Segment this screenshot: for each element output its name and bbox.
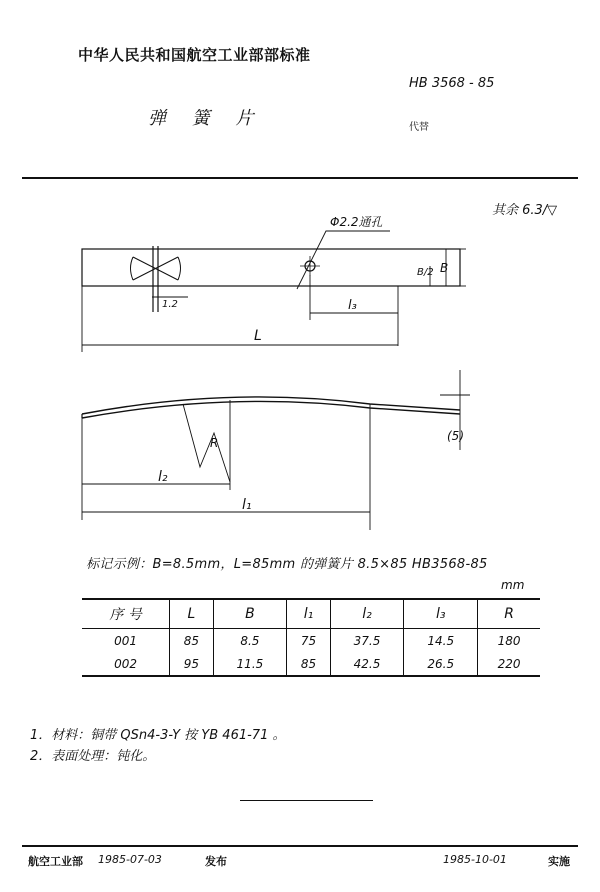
dim-1-2: 1.2 [162, 299, 178, 310]
dim-B: B [440, 261, 449, 275]
dim-5: (5) [447, 429, 464, 443]
table-cell: 14.5 [404, 629, 478, 653]
dim-R: R [210, 436, 219, 450]
table-cell: 11.5 [213, 652, 287, 676]
table-cell: 002 [114, 656, 138, 671]
unit-label: mm [501, 578, 525, 592]
dimension-table [82, 598, 540, 677]
replaces-label: 代替 [409, 122, 429, 133]
table-cell: 001 [114, 633, 138, 648]
footer-divider [22, 845, 578, 847]
table-cell: 85 [287, 652, 330, 676]
table-cell: 75 [287, 629, 330, 653]
table-cell: 8.5 [213, 629, 287, 653]
strip-side-view [82, 397, 460, 414]
dim-l3: l₃ [348, 298, 357, 313]
col-header: l₁ [287, 599, 330, 629]
note-surface-treatment: 2．表面处理：钝化。 [30, 749, 156, 764]
note-material: 1．材料：铜带 QSn4-3-Y 按 YB 461-71 。 [30, 728, 286, 743]
col-header: 序 号 [109, 607, 142, 623]
table-cell: 85 [170, 629, 213, 653]
table-cell: 37.5 [330, 629, 404, 653]
dim-L: L [254, 328, 262, 344]
col-header: L [170, 599, 213, 629]
footer-effective-label: 实施 [548, 855, 570, 868]
strip-top-view [82, 249, 460, 286]
footer-issuer: 航空工业部 [28, 855, 83, 868]
dim-B-half: B/2 [417, 267, 434, 278]
dim-l1: l₁ [242, 497, 252, 513]
hole-note: Φ2.2通孔 [330, 215, 383, 229]
col-header: B [213, 599, 287, 629]
table-cell: 95 [170, 652, 213, 676]
footer-effective-date: 1985-10-01 [443, 853, 507, 866]
part-title: 弹 簧 片 [148, 108, 264, 129]
table-row [82, 652, 540, 676]
table-cell: 26.5 [404, 652, 478, 676]
organization-standard-title: 中华人民共和国航空工业部部标准 [78, 46, 311, 64]
table-cell: 220 [478, 652, 540, 676]
footer-issue-label: 发布 [205, 855, 227, 868]
table-header-row [82, 599, 540, 629]
standard-number: HB 3568 - 85 [409, 76, 495, 91]
end-rule [240, 800, 373, 801]
footer-issue-date: 1985-07-03 [98, 853, 162, 866]
dim-l2: l₂ [158, 469, 168, 485]
table-row [82, 629, 540, 653]
table-cell: 42.5 [330, 652, 404, 676]
marking-example: 标记示例：B=8.5mm，L=85mm 的弹簧片 8.5×85 HB3568-85 [86, 557, 488, 572]
table-cell: 180 [478, 629, 540, 653]
col-header: R [478, 599, 540, 629]
col-header: l₃ [404, 599, 478, 629]
surface-roughness-note: 其余 6.3/▽ [492, 203, 558, 218]
col-header: l₂ [330, 599, 404, 629]
